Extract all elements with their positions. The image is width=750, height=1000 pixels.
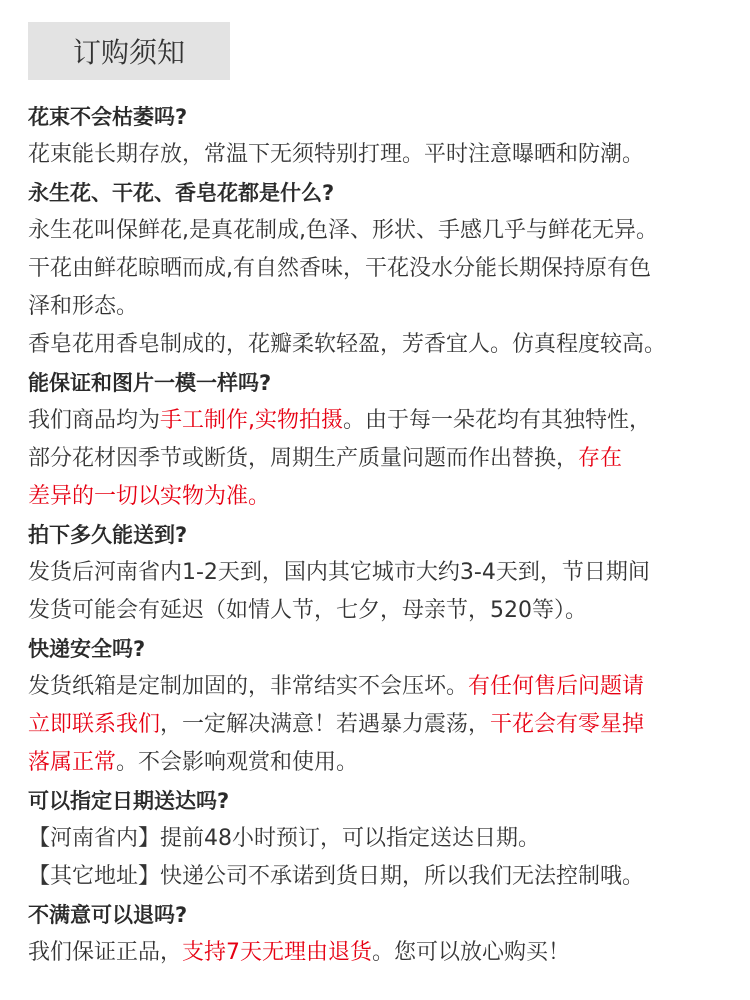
faq-section: [28, 364, 750, 516]
answer-text: 香皂花用香皂制成的，花瓣柔软轻盈，芳香宜人。仿真程度较高。: [28, 332, 667, 357]
answer-text: ，一定解决满意！若遇暴力震荡，: [160, 712, 491, 737]
faq-section: [28, 516, 750, 630]
faq-question: 能保证和图片一模一样吗?: [28, 371, 272, 395]
faq-section: [28, 98, 750, 174]
answer-text: 干花由鲜花晾晒而成,有自然香味，干花没水分能长期保持原有色: [28, 256, 651, 281]
faq-answer-line: [28, 440, 750, 478]
faq-answer-line: [28, 858, 750, 896]
faq-answer-line: [28, 668, 750, 706]
answer-text: 我们保证正品，: [28, 940, 183, 965]
highlight-text: 立即联系我们: [28, 712, 161, 737]
highlight-text: 有任何售后问题请: [468, 674, 645, 699]
faq-section: [28, 174, 750, 364]
faq-answer-line: [28, 478, 750, 516]
answer-text: 发货可能会有延迟（如情人节，七夕，母亲节，520等）。: [28, 598, 587, 623]
faq-content: [28, 98, 750, 972]
highlight-text: 干花会有零星掉: [490, 712, 645, 737]
faq-question: 可以指定日期送达吗?: [28, 789, 230, 813]
highlight-text: 落属正常: [28, 750, 117, 775]
faq-answer-line: [28, 402, 750, 440]
faq-answer-line: [28, 934, 750, 972]
faq-answer-line: [28, 554, 750, 592]
answer-text: 【河南省内】提前48小时预订，可以指定送达日期。: [28, 826, 540, 851]
faq-question: 花束不会枯萎吗?: [28, 105, 188, 129]
answer-text: 发货后河南省内1-2天到，国内其它城市大约3-4天到，节日期间: [28, 560, 650, 585]
answer-text: 部分花材因季节或断货，周期生产质量问题而作出替换，: [28, 446, 579, 471]
faq-answer-line: [28, 592, 750, 630]
answer-text: 发货纸箱是定制加固的，非常结实不会压坏。: [28, 674, 469, 699]
faq-answer-line: [28, 820, 750, 858]
faq-answer-line: [28, 744, 750, 782]
highlight-text: 差异的一切以实物为准。: [28, 484, 271, 509]
faq-answer-line: [28, 250, 750, 288]
highlight-text: 手工制作,实物拍摄: [160, 408, 344, 433]
highlight-text: 存在: [578, 446, 623, 471]
faq-answer-line: [28, 212, 750, 250]
answer-text: 。不会影响观赏和使用。: [116, 750, 359, 775]
faq-question: 不满意可以退吗?: [28, 903, 188, 927]
answer-text: 。您可以放心购买！: [372, 940, 571, 965]
highlight-text: 支持7天无理由退货: [182, 940, 373, 965]
faq-section: [28, 782, 750, 896]
faq-answer-line: [28, 288, 750, 326]
answer-text: 【其它地址】快递公司不承诺到货日期，所以我们无法控制哦。: [28, 864, 645, 889]
answer-text: 泽和形态。: [28, 294, 139, 319]
faq-answer-line: [28, 136, 750, 174]
faq-answer-line: [28, 326, 750, 364]
faq-question: 拍下多久能送到?: [28, 523, 188, 547]
faq-question: 快递安全吗?: [28, 637, 146, 661]
faq-question: 永生花、干花、香皂花都是什么?: [28, 181, 335, 205]
faq-answer-line: [28, 706, 750, 744]
answer-text: 我们商品均为: [28, 408, 161, 433]
faq-section: [28, 896, 750, 972]
answer-text: 花束能长期存放，常温下无须特别打理。平时注意曝晒和防潮。: [28, 142, 645, 167]
page-title-text: 订购须知: [72, 36, 185, 69]
faq-section: [28, 630, 750, 782]
answer-text: 永生花叫保鲜花,是真花制成,色泽、形状、手感几乎与鲜花无异。: [28, 218, 658, 243]
answer-text: 。由于每一朵花均有其独特性，: [343, 408, 652, 433]
page-title: [28, 22, 230, 80]
